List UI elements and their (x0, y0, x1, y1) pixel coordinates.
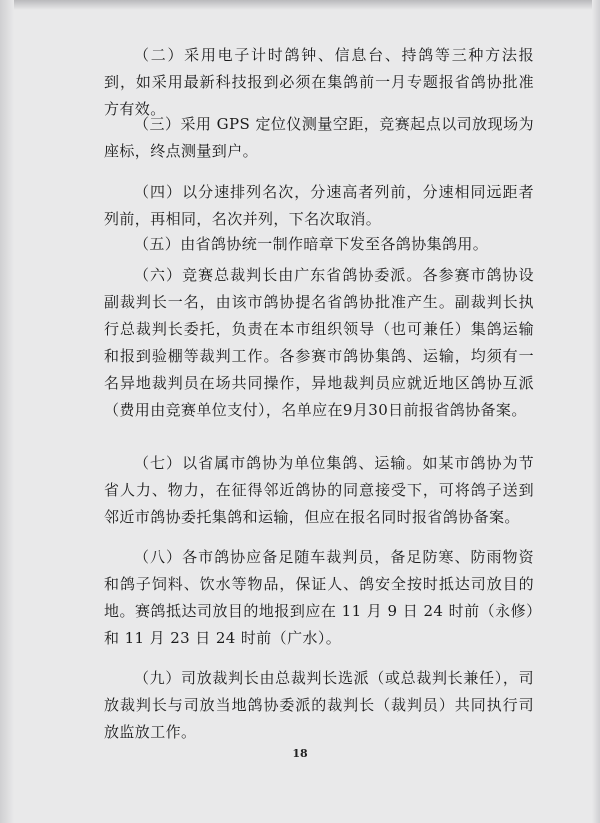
paragraph-item-6: （六）竞赛总裁判长由广东省鸽协委派。各参赛市鸽协设副裁判长一名，由该市鸽协提名省鸽协批准产生。副裁判长执行总裁判长委托，负责在本市组织领导（也可兼任）集鸽运输和报到验棚等裁判工作。各参赛市鸽协集鸽、运输，均须有一名异地裁判员在场共同操作，异地裁判员应就近地区鸽协互派（费用由竞赛单位支付），名单应在9月30日前报省鸽协备案。 (104, 266, 534, 419)
paragraph-item-9: （九）司放裁判长由总裁判长选派（或总裁判长兼任），司放裁判长与司放当地鸽协委派的裁判长（裁判员）共同执行司放监放工作。 (104, 669, 534, 741)
paragraph-item-2: （二）采用电子计时鸽钟、信息台、持鸽等三种方法报到，如采用最新科技报到必须在集鸽前一月专题报省鸽协批准方有效。 (104, 46, 534, 118)
paragraph-item-8: （八）各市鸽协应备足随车裁判员，备足防寒、防雨物资和鸽子饲料、饮水等物品，保证人、鸽安全按时抵达司放目的地。赛鸽抵达司放目的地报到应在 11 月 9 日 24 时前（永修）和 11 月 23 日 24 时前（广水）。 (104, 548, 534, 647)
page-number: 18 (292, 747, 308, 760)
paragraph-item-4: （四）以分速排列名次，分速高者列前，分速相同远距者列前，再相同，名次并列，下名次取消。 (104, 183, 534, 228)
paragraph-item-7: （七）以省属市鸽协为单位集鸽、运输。如某市鸽协为节省人力、物力，在征得邻近鸽协的同意接受下，可将鸽子送到邻近市鸽协委托集鸽和运输，但应在报名同时报省鸽协备案。 (104, 454, 534, 526)
paragraph-item-3: （三）采用 GPS 定位仪测量空距，竞赛起点以司放现场为座标，终点测量到户。 (104, 115, 534, 160)
paragraph-item-5: （五）由省鸽协统一制作暗章下发至各鸽协集鸽用。 (134, 235, 489, 253)
